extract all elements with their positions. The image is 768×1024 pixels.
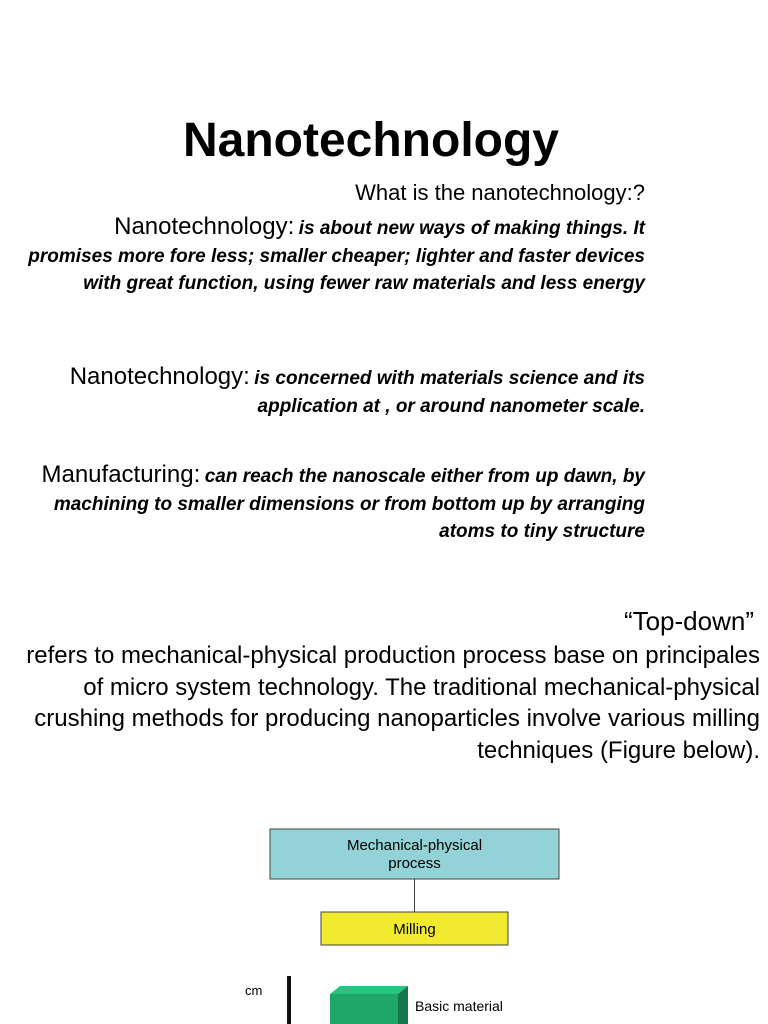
process-box-label-line2: process <box>388 855 441 872</box>
definition-lead: Nanotechnology: <box>114 213 295 240</box>
milling-process-figure <box>230 828 600 1024</box>
material-block-top <box>330 986 408 994</box>
definition-paragraph <box>25 364 645 421</box>
definition-paragraph <box>25 214 645 299</box>
definition-paragraph <box>25 462 645 547</box>
axis-unit-label: cm <box>245 983 263 998</box>
top-down-heading: “Top-down” <box>623 606 754 636</box>
definition-body: is concerned with materials science and its application at , or around nanometer scale. <box>254 368 645 417</box>
section-question: What is the nanotechnology:? <box>355 180 645 205</box>
milling-label: Milling <box>393 921 436 938</box>
definition-lead: Nanotechnology: <box>69 363 250 390</box>
basic-material-label: Basic material <box>415 998 503 1014</box>
definition-body: is about new ways of making things. It promises more fore less; smaller cheaper; lighter and faster devices with great function, using fewer raw materials and less energy <box>28 218 645 294</box>
definition-lead: Manufacturing: <box>41 461 201 488</box>
process-box-label-line1: Mechanical-physical <box>346 837 483 854</box>
page-title: Nanotechnology <box>182 114 559 167</box>
process-diagram <box>230 828 600 1024</box>
top-down-description: refers to mechanical-physical production process base on principales of micro system technology. The traditional mechanical-physical crushing methods for producing nanoparticles involve various milling techniques (Figure below). <box>26 642 760 764</box>
definition-body: can reach the nanoscale either from up dawn, by machining to smaller dimensions or from bottom up by arranging atoms to tiny structure <box>53 466 645 542</box>
basic-material-block <box>330 994 398 1024</box>
